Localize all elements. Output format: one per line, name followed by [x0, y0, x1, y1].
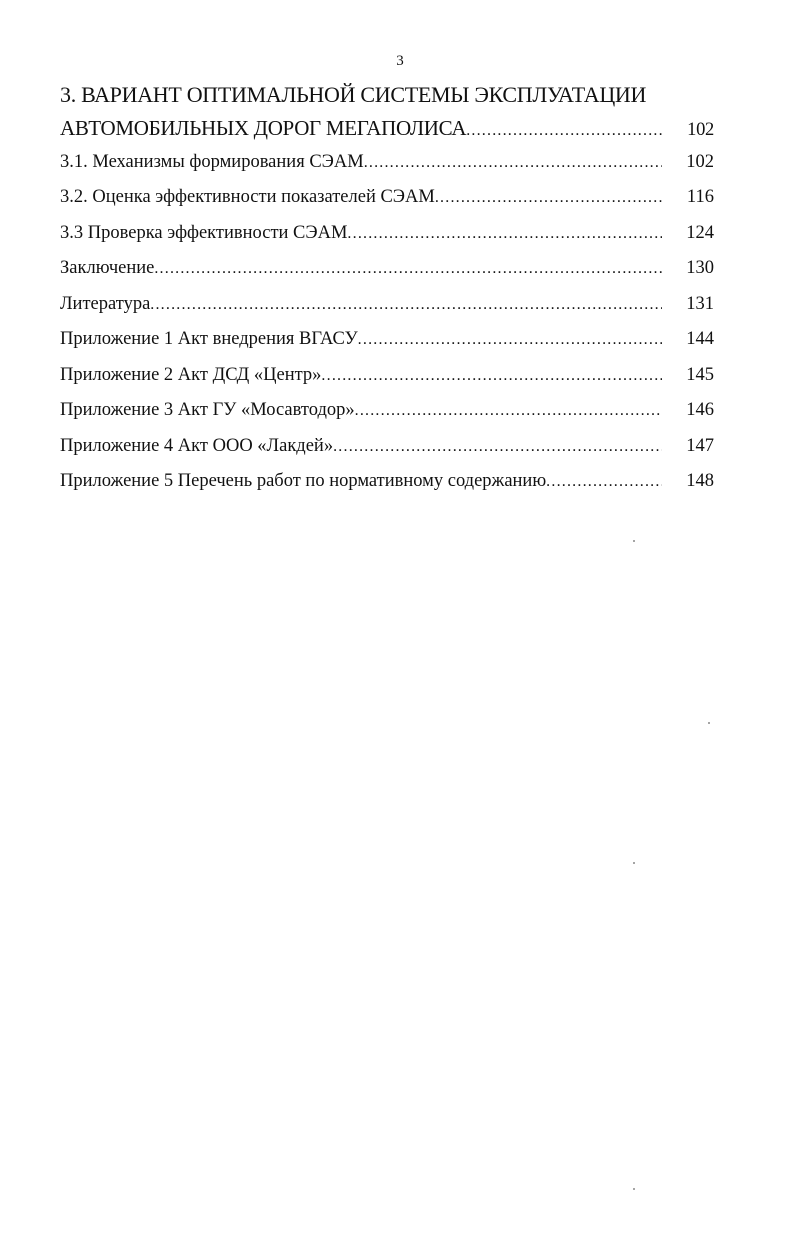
toc-entry: [60, 223, 714, 259]
scan-speck: [633, 540, 635, 542]
toc-heading: 3. ВАРИАНТ ОПТИМАЛЬНОЙ СИСТЕМЫ ЭКСПЛУАТАЦИИ: [60, 82, 647, 107]
toc-entry-page: 102: [686, 151, 714, 172]
dot-leader: [355, 400, 662, 421]
page-number: 3: [396, 53, 404, 69]
toc-entry-page: 146: [686, 400, 714, 420]
toc-entry-title: Приложение 3 Акт ГУ «Мосавтодор»: [60, 400, 355, 420]
toc-entry-title: Литература: [60, 293, 151, 314]
dot-leader: [154, 258, 662, 279]
toc-entry: [60, 258, 714, 294]
toc-entry: [60, 471, 714, 507]
scan-speck: [633, 1188, 635, 1190]
dot-leader: [321, 365, 662, 386]
toc-entry-title: Приложение 5 Перечень работ по нормативному содержанию: [60, 471, 547, 491]
dot-leader: [333, 436, 662, 457]
toc-entry-page: 130: [686, 258, 714, 278]
scan-speck: [633, 862, 635, 864]
toc-entry-title: Приложение 2 Акт ДСД «Центр»: [60, 364, 322, 385]
toc-entry-title: АВТОМОБИЛЬНЫХ ДОРОГ МЕГАПОЛИСА: [60, 116, 467, 140]
toc-entry-page: 145: [686, 364, 714, 385]
toc-entry-title: Приложение 1 Акт внедрения ВГАСУ: [60, 329, 358, 349]
toc-entry: [60, 400, 714, 436]
toc-entry-page: 147: [686, 435, 714, 456]
toc-entry-title: Заключение: [60, 258, 155, 278]
toc-entry-page: 124: [686, 222, 714, 243]
toc-entry-title: Приложение 4 Акт ООО «Лакдей»: [60, 435, 334, 456]
toc-entry-page: 144: [686, 329, 714, 349]
toc-entry: [60, 329, 714, 365]
toc-entry-title: 3.2. Оценка эффективности показателей СЭАМ: [60, 187, 435, 207]
toc-entry: [60, 436, 714, 472]
toc-entry: [60, 365, 714, 401]
toc-entry: [60, 294, 714, 330]
toc-entry-page: 116: [686, 187, 714, 207]
table-of-contents: [60, 116, 714, 507]
toc-entry-title: 3.1. Механизмы формирования СЭАМ: [60, 151, 364, 172]
toc-entry-title: 3.3 Проверка эффективности СЭАМ: [60, 222, 348, 243]
dot-leader: [150, 294, 662, 315]
toc-entry: [60, 187, 714, 223]
dot-leader: [347, 223, 662, 244]
scan-speck: [708, 722, 710, 724]
toc-entry-page: 148: [686, 471, 714, 491]
toc-entry-page: 102: [687, 120, 714, 140]
dot-leader: [546, 471, 662, 492]
dot-leader: [466, 116, 662, 141]
dot-leader: [364, 152, 662, 173]
toc-entry-page: 131: [686, 293, 714, 314]
toc-entry: [60, 116, 714, 152]
toc-entry: [60, 152, 714, 188]
dot-leader: [435, 187, 662, 208]
dot-leader: [358, 329, 662, 350]
